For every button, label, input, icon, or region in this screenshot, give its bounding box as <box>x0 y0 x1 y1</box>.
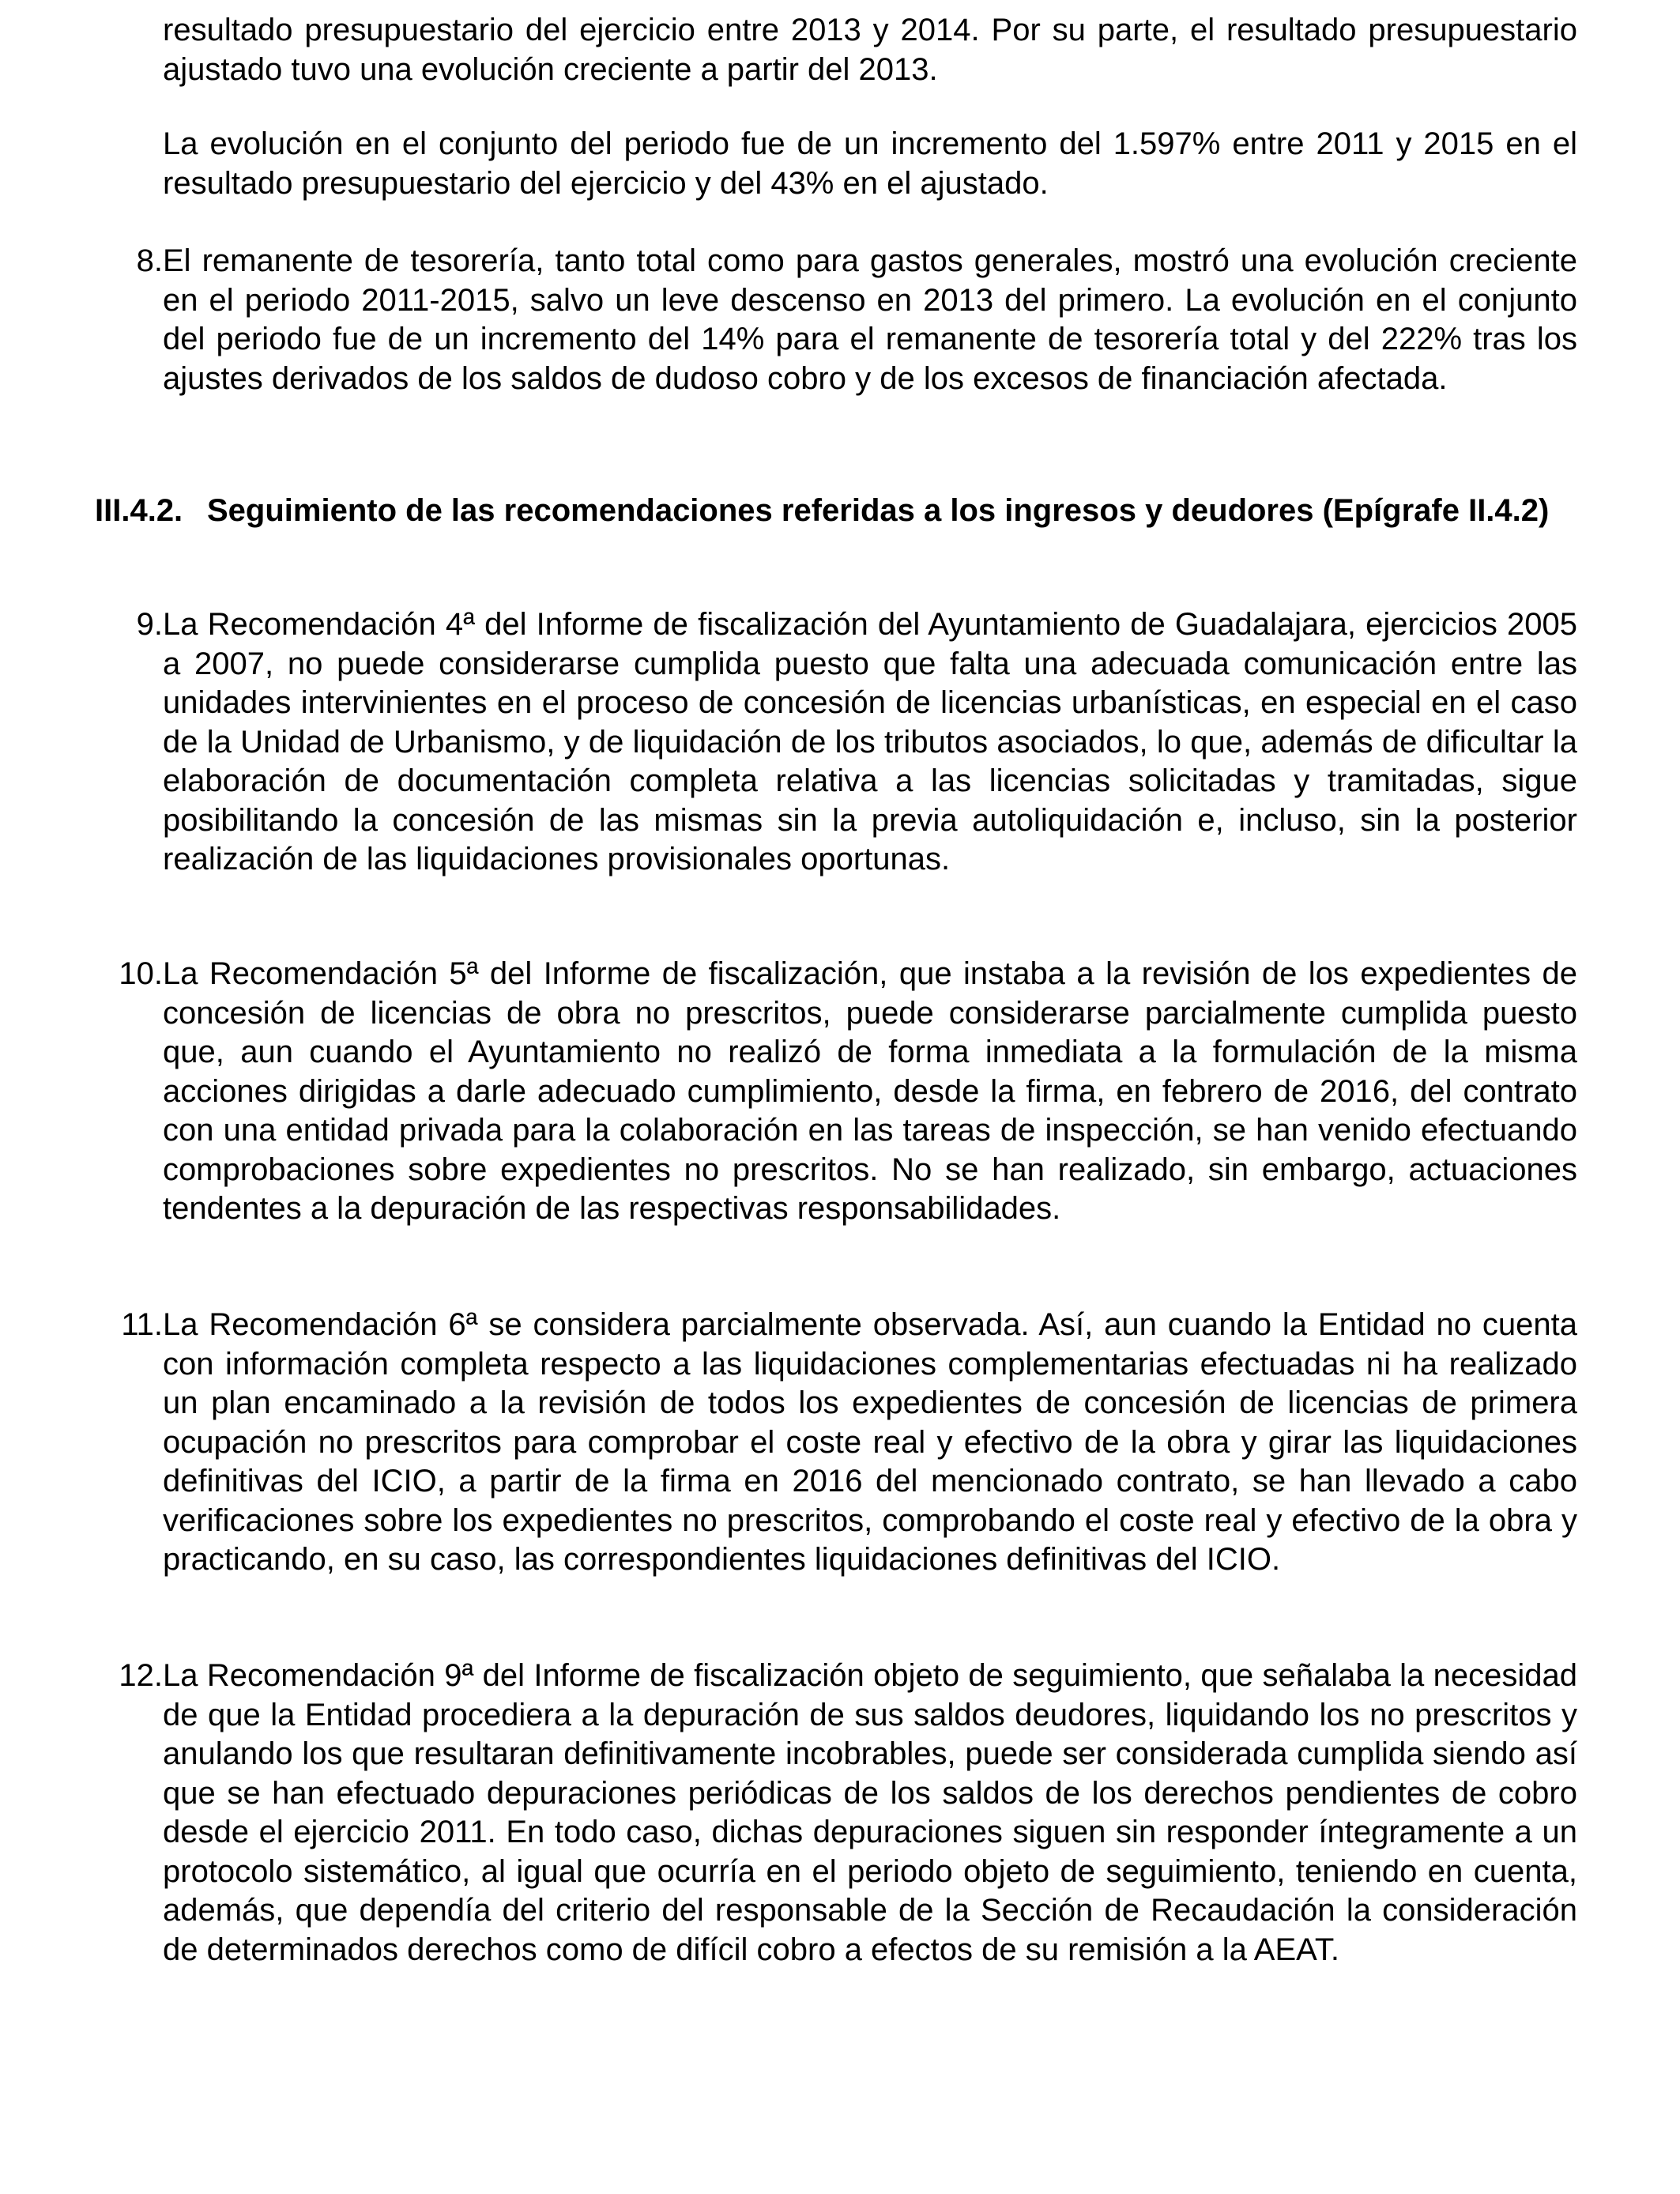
list-item-text: La Recomendación 5ª del Informe de fiscalización, que instaba a la revisión de los expedientes de concesión de licencias de obra no prescritos, puede considerarse parcialmente cumplida puesto que, aun cuando el Ayuntamiento no realizó de forma inmediata a la formulación de la misma acciones dirigidas a darle adecuado cumplimiento, desde la firma, en febrero de 2016, del contrato con una entidad privada para la colaboración en las tareas de inspección, se han venido efectuando comprobaciones sobre expedientes no prescritos. No se han realizado, sin embargo, actuaciones tendentes a la depuración de las respectivas responsabilidades. <box>163 956 1577 1226</box>
list-item-text: La Recomendación 9ª del Informe de fiscalización objeto de seguimiento, que señalaba la necesidad de que la Entidad procediera a la depuración de sus saldos deudores, liquidando los no prescritos y anulando los que resultaran definitivamente incobrables, puede ser considerada cumplida siendo así que se han efectuado depuraciones periódicas de los saldos de los derechos pendientes de cobro desde el ejercicio 2011. En todo caso, dichas depuraciones siguen sin responder íntegramente a un protocolo sistemático, al igual que ocurría en el periodo objeto de seguimiento, teniendo en cuenta, además, que dependía del criterio del responsable de la Sección de Recaudación la consideración de determinados derechos como de difícil cobro a efectos de su remisión a la AEAT. <box>163 1658 1577 1967</box>
paragraph-continuation: resultado presupuestario del ejercicio entre 2013 y 2014. Por su parte, el resultado presupuestario ajustado tuvo una evolución creciente a partir del 2013. <box>163 13 1577 87</box>
list-item-text: El remanente de tesorería, tanto total como para gastos generales, mostró una evolución creciente en el periodo 2011-2015, salvo un leve descenso en 2013 del primero. La evolución en el conjunto del periodo fue de un incremento del 14% para el remanente de tesorería total y del 222% tras los ajustes derivados de los saldos de dudoso cobro y de los excesos de financiación afectada. <box>163 243 1577 396</box>
list-item-number: 8. <box>136 243 163 278</box>
paragraph-period-evolution: La evolución en el conjunto del periodo fue de un incremento del 1.597% entre 2011 y 2015 en el resultado presupuestario del ejercicio y del 43% en el ajustado. <box>163 126 1577 201</box>
list-item-number: 11. <box>121 1307 163 1342</box>
list-item-text: La Recomendación 6ª se considera parcialmente observada. Así, aun cuando la Entidad no cuenta con información completa respecto a las liquidaciones complementarias efectuadas ni ha realizado un plan encaminado a la revisión de todos los expedientes de concesión de licencias de primera ocupación no prescritos para comprobar el coste real y efectivo de la obra y girar las liquidaciones definitivas del ICIO, a partir de la firma en 2016 del mencionado contrato, se han llevado a cabo verificaciones sobre los expedientes no prescritos, comprobando el coste real y efectivo de la obra y practicando, en su caso, las correspondientes liquidaciones definitivas del ICIO. <box>163 1307 1577 1577</box>
section-heading <box>95 492 1577 531</box>
list-item-number: 10. <box>119 956 163 991</box>
list-item-9 <box>95 605 1577 880</box>
section-heading-title: Seguimiento de las recomendaciones referidas a los ingresos y deudores (Epígrafe II.4.2) <box>207 493 1550 528</box>
list-item-12 <box>95 1657 1577 1970</box>
list-item-number: 12. <box>119 1658 163 1693</box>
list-item-text: La Recomendación 4ª del Informe de fiscalización del Ayuntamiento de Guadalajara, ejercicios 2005 a 2007, no puede considerarse cumplida puesto que falta una adecuada comunicación entre las unidades intervinientes en el proceso de concesión de licencias urbanísticas, en especial en el caso de la Unidad de Urbanismo, y de liquidación de los tributos asociados, lo que, además de dificultar la elaboración de documentación completa relativa a las licencias solicitadas y tramitadas, sigue posibilitando la concesión de las mismas sin la previa autoliquidación e, incluso, sin la posterior realización de las liquidaciones provisionales oportunas. <box>163 607 1577 876</box>
section-heading-number: III.4.2. <box>95 493 183 528</box>
list-item-10 <box>95 955 1577 1229</box>
list-item-11 <box>95 1306 1577 1580</box>
list-item-8 <box>95 242 1577 398</box>
list-item-number: 9. <box>136 607 163 642</box>
